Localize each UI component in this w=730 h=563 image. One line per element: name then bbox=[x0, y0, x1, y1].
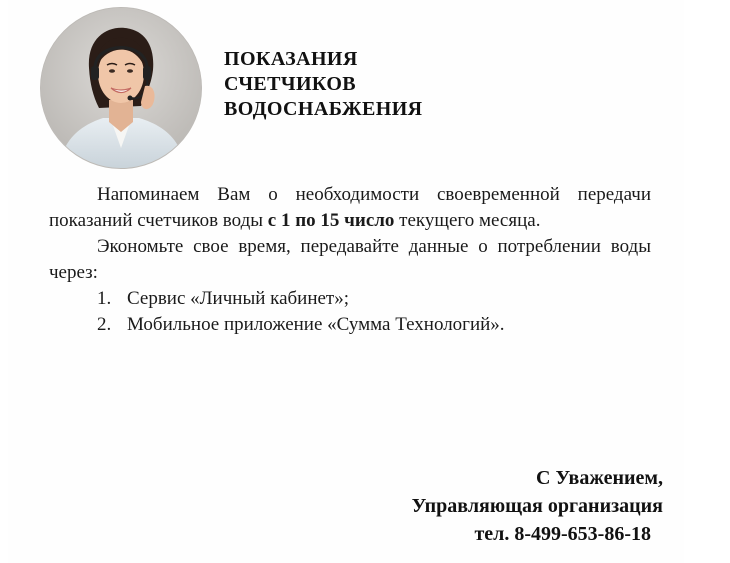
list-item bbox=[49, 286, 651, 312]
reminder-text-end: текущего месяца. bbox=[394, 210, 541, 231]
title-line-1: ПОКАЗАНИЯ bbox=[224, 48, 358, 70]
title-line-2: СЧЕТЧИКОВ bbox=[224, 73, 357, 95]
list-item-number: 2. bbox=[97, 314, 112, 335]
signature-organization: Управляющая организация bbox=[411, 495, 663, 517]
notice-body bbox=[49, 182, 651, 338]
channels-paragraph: Экономьте свое время, передавайте данные о потреблении воды через: bbox=[49, 236, 651, 283]
list-item-number: 1. bbox=[97, 288, 112, 309]
reminder-paragraph bbox=[49, 182, 651, 234]
list-item bbox=[49, 312, 651, 338]
signature-block bbox=[412, 464, 663, 548]
channels-list bbox=[49, 286, 651, 338]
reminder-deadline: с 1 по 15 число bbox=[267, 210, 395, 231]
support-operator-headset-icon bbox=[41, 8, 201, 168]
page-title bbox=[224, 47, 423, 122]
reminder-text-start: Напоминаем Вам о необходимости своевременной передачи показаний счетчиков воды bbox=[49, 184, 651, 231]
signature-phone: тел. 8-499-653-86-18 bbox=[474, 523, 651, 545]
title-line-3: ВОДОСНАБЖЕНИЯ bbox=[224, 98, 423, 120]
list-item-text: Сервис «Личный кабинет»; bbox=[127, 288, 350, 309]
list-item-text: Мобильное приложение «Сумма Технологий». bbox=[127, 314, 505, 335]
signature-greeting: С Уважением, bbox=[536, 467, 663, 489]
